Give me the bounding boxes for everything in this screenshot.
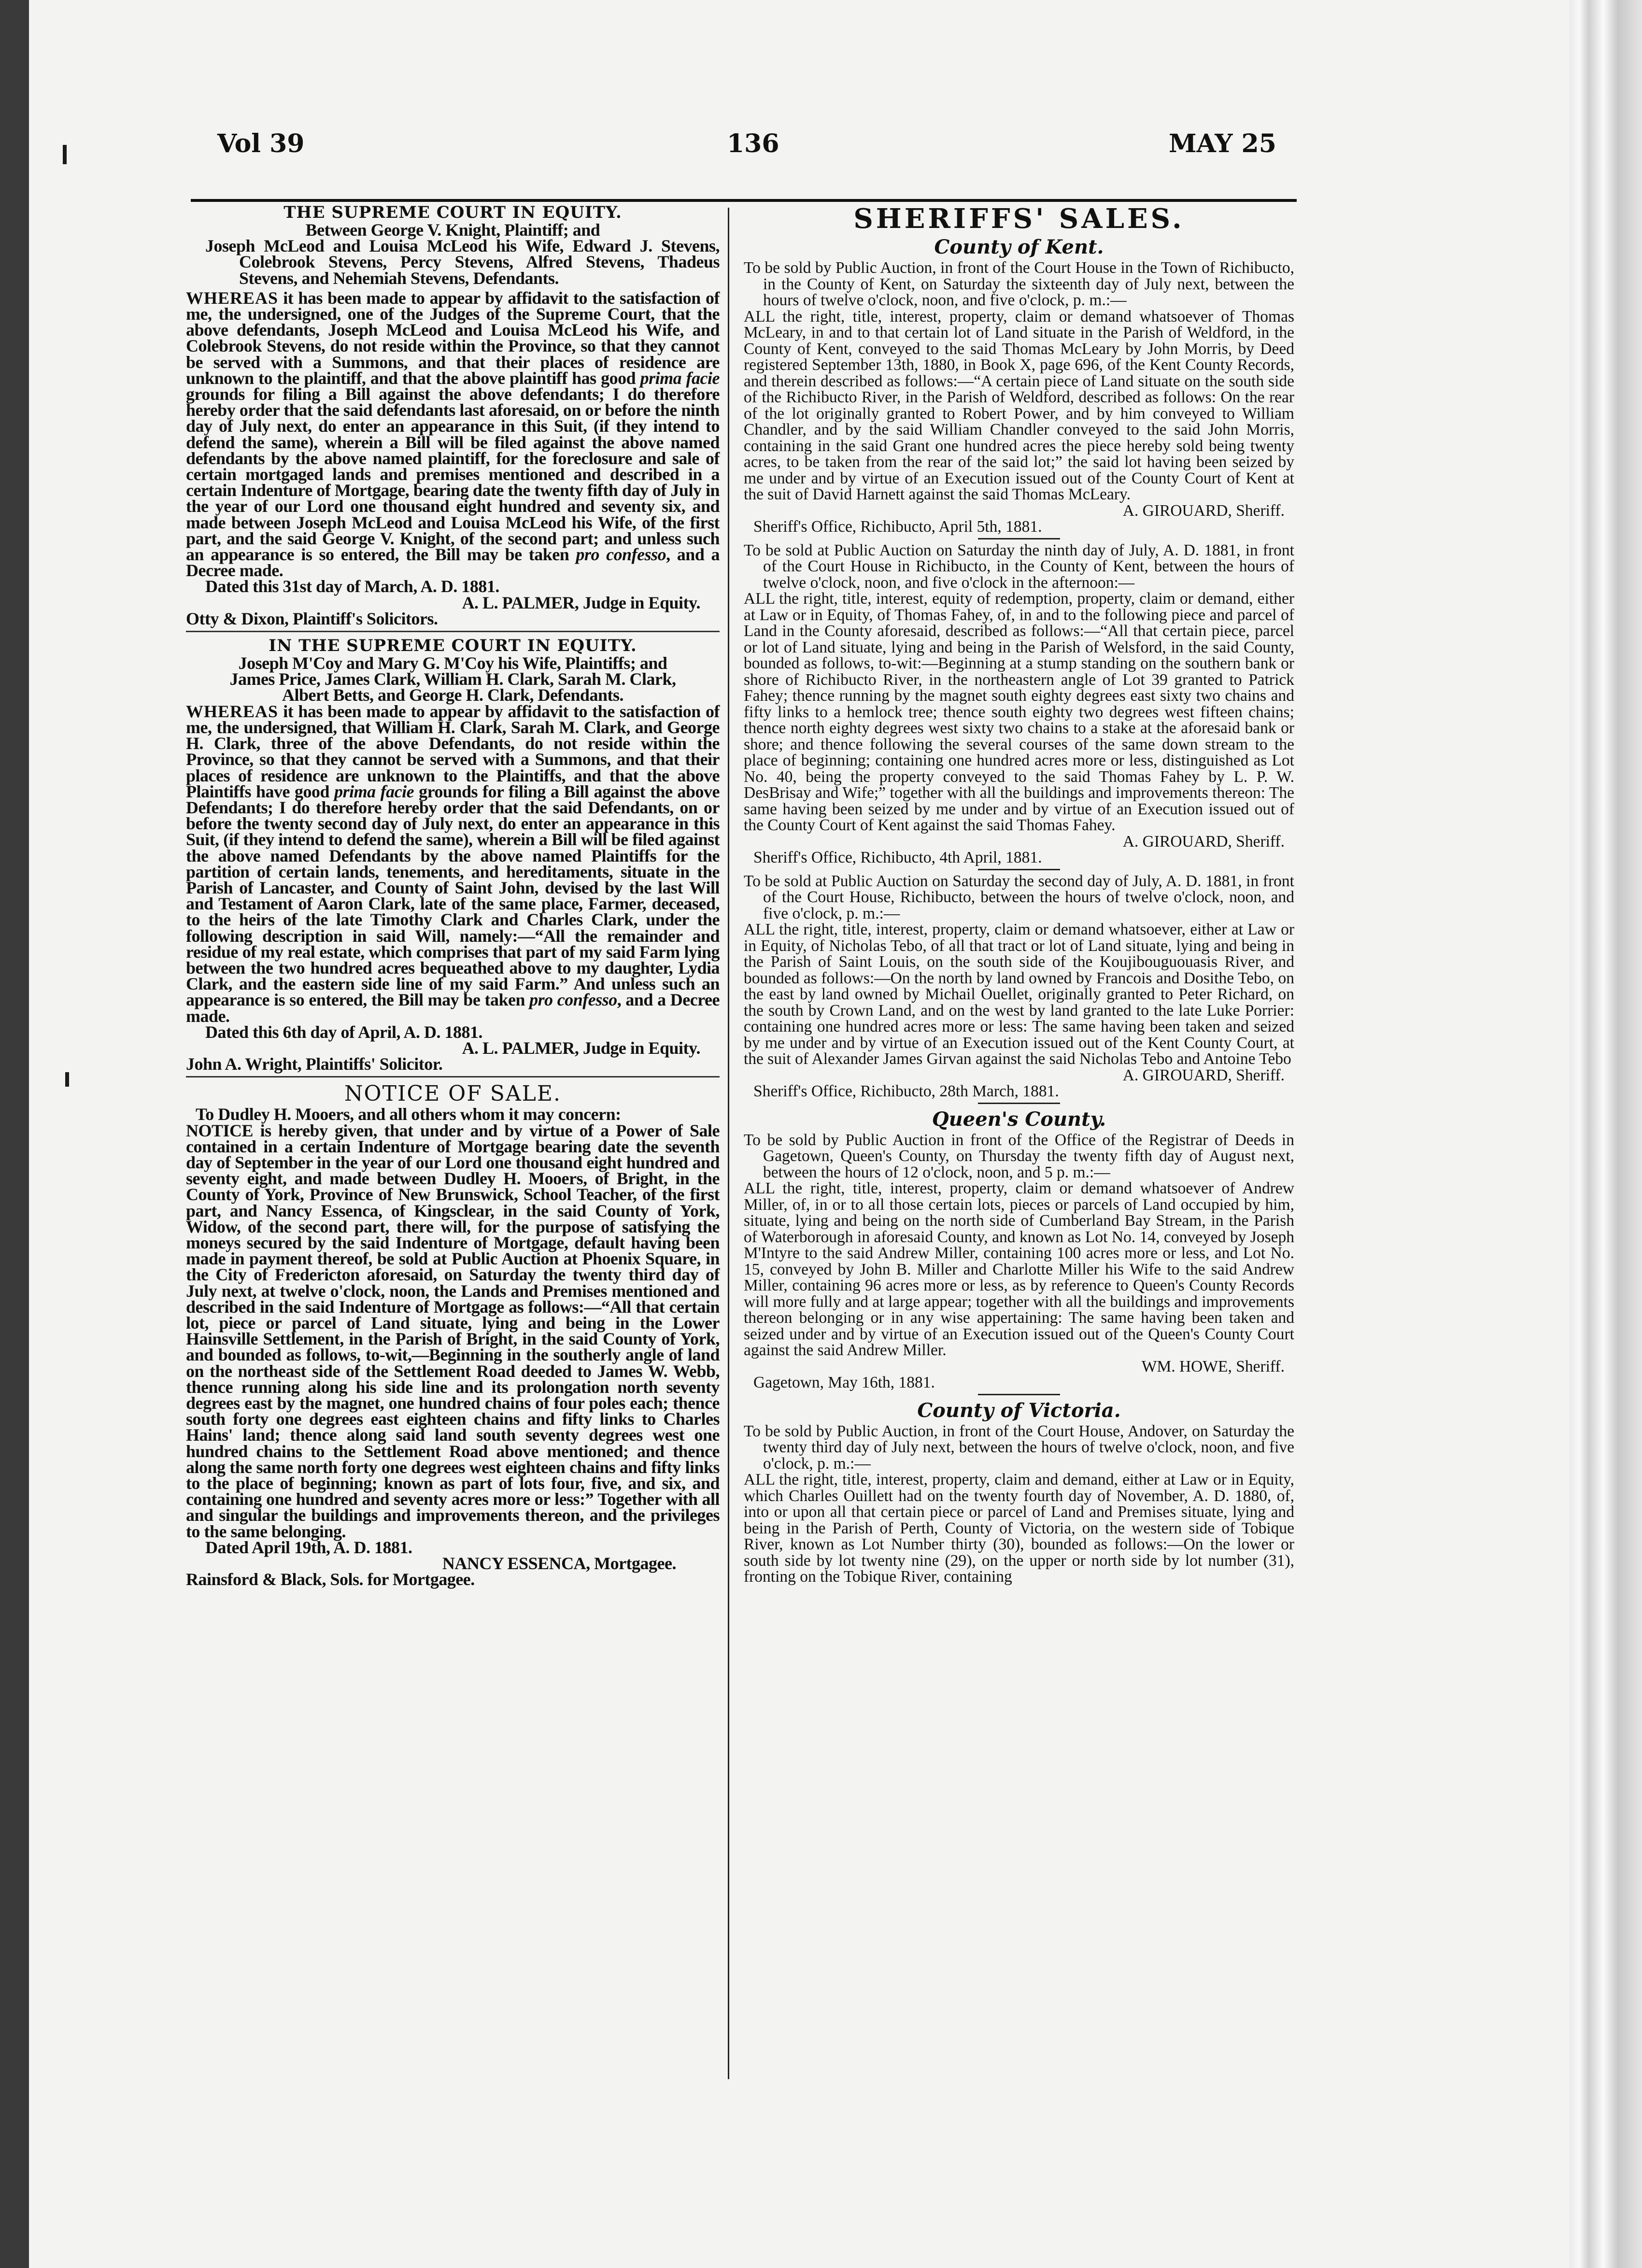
notice-body-text: , and a Decree made.	[186, 990, 720, 1026]
kent-sale-fahey	[744, 542, 1294, 866]
notice-parties: Joseph McLeod and Louisa McLeod his Wife, Edward J. Stevens, Colebrook Stevens, Percy Stevens, Alfred Stevens, Thadeus Stevens, and Nehemiah Stevens, Defendants.	[205, 236, 720, 288]
notice-body-text: grounds for filing a Bill against the above Defendants; I do therefore hereby order that the said Defendants, on or before the twenty second day of July next, do enter an appearance in this Suit, (if they intend to defend the same), wherein a Bill will be filed against the above named Defendants by the above named Plaintiffs for the partition of certain lands, tenements, and hereditaments, situate in the Parish of Lancaster, and County of Saint John, devised by the last Will and Testament of Aaron Clark, late of the same place, Farmer, deceased, to the heirs of the late Timothy Clark and Charles Clark, under the following description in said Will, namely:—“All the remainder and residue of my real estate, which comprises that part of my said Farm lying between the two hundred acres bequeathed above to my daughter, Lydia Clark, and the eastern side line of my said Farm.” And unless such an appearance is so entered, the Bill may be taken	[186, 781, 720, 1010]
notice-addressee: To Dudley H. Mooers, and all others whom it may concern:	[196, 1105, 621, 1124]
notice-date: Dated this 6th day of April, A. D. 1881.	[205, 1022, 483, 1042]
sale-office: Sheriff's Office, Richibucto, April 5th, 1881.	[753, 518, 1042, 536]
notice-body	[186, 701, 720, 1026]
county-heading-queens: Queen's County.	[932, 1107, 1106, 1131]
notice-body-text: , and a Decree made.	[186, 545, 720, 581]
sale-body: ALL the right, title, interest, equity of redemption, property, claim or demand, either at Law or in Equity, of Thomas Fahey, of, in and to the following piece and parcel of Land in the County aforesaid, described as follows:—“All that certain piece, parcel or lot of Land situate, lying and being in the Parish of Welsford, in the said County, bounded as follows, to-wit:—Beginning at a stump standing on the southern bank or shore of Richibucto River, in the northeastern angle of Lot 39 granted to Patrick Fahey; thence running by the magnet south eighty degrees east sixty two chains and fifty links to a hemlock tree; thence south eighty two degrees west fifteen chains; thence north eighty degrees west sixty two chains to a stake at the aforesaid bank or shore; and thence following the several courses of the same down stream to the place of beginning; containing one hundred acres more or less, distinguished as Lot No. 40, being the property conveyed to the said Thomas Fahey by L. P. W. DesBrisay and Wife;” together with all the buildings and improvements thereon: The same having been seized by me under and by virtue of an Execution issued out of the County Court of Kent against the said Thomas Fahey.	[744, 590, 1294, 834]
notice-latin-term: pro confesso	[576, 545, 666, 565]
sale-intro: To be sold by Public Auction, in front of the Court House in the Town of Richibucto, in the County of Kent, on Saturday the sixteenth day of July next, between the hours of twelve o'clock, noon, and five o'clock, p. m.:—	[744, 259, 1294, 309]
sale-signature: WM. HOWE, Sheriff.	[1141, 1357, 1285, 1375]
kent-sale-mcleary	[744, 260, 1294, 535]
equity-notice-mccoy	[186, 636, 720, 1072]
sale-intro: To be sold at Public Auction on Saturday the ninth day of July, A. D. 1881, in front of the Court House in Richibucto, in the County of Kent, between the hours of twelve o'clock, noon, and five o'clock in the afternoon:—	[744, 541, 1294, 592]
notice-solicitors: Otty & Dixon, Plaintiff's Solicitors.	[186, 609, 438, 628]
sale-body: ALL the right, title, interest, property, claim or demand whatsoever of Andrew Miller, of, in or to all those certain lots, pieces or parcels of Land occupied by him, situate, lying and being on the north side of Cumberland Bay Stream, in the Parish of Waterborough in aforesaid County, and known as Lot No. 14, conveyed by Joseph M'Intyre to the said Andrew Miller, containing 100 acres more or less, and Lot No. 15, conveyed by John B. Miller and Charlotte Miller his Wife to the said Andrew Miller, containing 96 acres more or less, as by reference to Queen's County Records will more fully and at large appear; together with all the buildings and improvements thereon belonging or in any wise appertaining: The same having been taken and seized under and by virtue of an Execution issued out of the Queen's County Court against the said Andrew Miller.	[744, 1179, 1294, 1359]
margin-mark	[65, 1072, 69, 1087]
right-column	[744, 203, 1294, 1585]
equity-notice-knight	[186, 203, 720, 627]
volume-label: Vol 39	[217, 129, 305, 158]
notice-body-text: it has been made to appear by affidavit to the satisfaction of me, the undersigned, that William H. Clark, Sarah M. Clark, and George H. Clark, three of the above Defendants, do not reside within the Province, so that they cannot be served with a Summons, and that their places of residence are unknown to the Plaintiffs, and that the above Plaintiffs have good	[186, 701, 720, 801]
divider	[978, 1103, 1060, 1104]
page-number: 136	[727, 129, 779, 158]
notice-date: Dated this 31st day of March, A. D. 1881.	[205, 577, 499, 596]
notice-latin-term: prima facie	[640, 368, 720, 388]
sale-intro: To be sold by Public Auction, in front of the Court House, Andover, on Saturday the twenty third day of July next, between the hours of twelve o'clock, noon, and five o'clock, p. m.:—	[744, 1422, 1294, 1473]
issue-date: MAY 25	[1169, 129, 1276, 158]
divider	[186, 1076, 720, 1077]
notice-body: NOTICE is hereby given, that under and by virtue of a Power of Sale contained in a certain Indenture of Mortgage bearing date the seventh day of September in the year of our Lord one thousand eight hundred and seventy eight, and made between Dudley H. Mooers, of Bright, in the County of York, Province of New Brunswick, School Teacher, of the first part, and Nancy Essenca, of Kingsclear, in the said County of York, Widow, of the second part, there will, for the purpose of satisfying the moneys secured by the said Indenture of Mortgage, default having been made in payment thereof, be sold at Public Auction at Phoenix Square, in the City of Fredericton aforesaid, on Saturday the twenty third day of July next, at twelve o'clock, noon, the Lands and Premises mentioned and described in the said Indenture of Mortgage as follows:—“All that certain lot, piece or parcel of Land situate, lying and being in the Lower Hainsville Settlement, in the Parish of Bright, in the said County of York, and bounded as follows, to-wit,—Beginning in the southerly angle of land on the northeast side of the Settlement Road deeded to James W. Webb, thence running along his side line and its prolongation north seventy degrees east by the magnet, one hundred chains of four poles each; thence south forty one degrees east eighteen chains and fifty links to Charles Hains' land; thence along said land south seventy degrees west one hundred chains to the Settlement Road above mentioned; and thence along the same north forty one degrees west eighteen chains and fifty links to the place of beginning; known as part of lots four, five, and six, and containing one hundred and seventy acres more or less:” Together with all and singular the buildings and improvements thereon, and the privileges to the same belonging.	[186, 1120, 720, 1541]
sale-signature: A. GIROUARD, Sheriff.	[1122, 501, 1285, 520]
sale-office: Sheriff's Office, Richibucto, 4th April, 1881.	[753, 849, 1042, 866]
notice-solicitors: Rainsford & Black, Sols. for Mortgagee.	[186, 1570, 475, 1589]
notice-body-text: it has been made to appear by affidavit to the satisfaction of me, the undersigned, one of the Judges of the Supreme Court, that the above defendants, Joseph McLeod and Louisa McLeod his Wife, and Colebrook Stevens, do not reside within the Province, so that they cannot be served with a Summons, and that their places of residence are unknown to the plaintiff, and that the above plaintiff has good	[186, 288, 720, 388]
notice-of-sale	[186, 1081, 720, 1588]
notice-latin-term: prima facie	[334, 781, 414, 801]
divider	[978, 1394, 1060, 1395]
left-column	[186, 203, 720, 1588]
sheriffs-sales-title: SHERIFFS' SALES.	[853, 203, 1185, 235]
victoria-sale-ouillett	[744, 1423, 1294, 1585]
header-rule	[191, 199, 1297, 202]
notice-parties: James Price, James Clark, William H. Clark, Sarah M. Clark, Albert Betts, and George H. Clark, Defendants.	[229, 669, 676, 705]
scan-left-edge	[0, 0, 29, 2268]
column-rule	[728, 208, 729, 2079]
notice-body	[186, 290, 720, 579]
divider	[186, 631, 720, 632]
sale-office: Gagetown, May 16th, 1881.	[753, 1374, 935, 1391]
scan-right-edge	[1570, 0, 1642, 2268]
sale-signature: A. GIROUARD, Sheriff.	[1122, 1066, 1285, 1084]
notice-signature: NANCY ESSENCA, Mortgagee.	[442, 1554, 676, 1573]
sale-intro: To be sold by Public Auction in front of the Office of the Registrar of Deeds in Gagetown, Queen's County, on Thursday the twenty fifth day of August next, between the hours of 12 o'clock, noon, and 5 p. m.:—	[744, 1131, 1294, 1181]
kent-sale-tebo	[744, 873, 1294, 1100]
sale-body: ALL the right, title, interest, property, claim and demand, either at Law or in Equity, which Charles Ouillett had on the twenty fourth day of November, A. D. 1880, of, into or upon all that certain piece or parcel of Land and Premises situate, lying and being in the Parish of Perth, County of Victoria, on the western side of Tobique River, known as Lot Number thirty (30), bounded as follows:—On the lower or south side by lot twenty nine (29), on the upper or north side by lot number (31), fronting on the Tobique River, containing	[744, 1471, 1294, 1586]
notice-title: NOTICE OF SALE.	[344, 1081, 561, 1106]
sale-body: ALL the right, title, interest, property, claim or demand whatsoever, either at Law or in Equity, of Nicholas Tebo, of all that tract or lot of Land situate, lying and being in the Parish of Saint Louis, on the south side of the Koujibouguouasis River, and bounded as follows:—On the north by land owned by Francois and Dosithe Tebo, on the east by land owned by Michail Ouellet, originally granted to Peter Richard, on the south by Crown Land, and on the west by land granted to the late Luke Porrier: containing one hundred acres more or less: The same having been taken and seized by me under and by virtue of an Execution issued out of the Kent County Court, at the suit of Alexander James Girvan against the said Nicholas Tebo and Antoine Tebo	[744, 921, 1294, 1068]
notice-signature: A. L. PALMER, Judge in Equity.	[462, 593, 700, 612]
margin-mark	[63, 145, 67, 164]
county-heading-kent: County of Kent.	[934, 236, 1104, 258]
notice-parties: Between George V. Knight, Plaintiff; and	[305, 220, 600, 240]
notice-latin-term: pro confesso	[529, 990, 617, 1010]
notice-lead-word: WHEREAS	[186, 701, 279, 721]
sale-intro: To be sold at Public Auction on Saturday the second day of July, A. D. 1881, in front of the Court House, Richibucto, between the hours of twelve o'clock, noon, and five o'clock, p. m.:—	[744, 872, 1294, 922]
sale-office: Sheriff's Office, Richibucto, 28th March, 1881.	[753, 1082, 1059, 1100]
queens-sale-miller	[744, 1132, 1294, 1391]
divider	[978, 538, 1060, 539]
notice-body-text: grounds for filing a Bill against the above defendants; I do therefore hereby order that the said defendants last aforesaid, on or before the ninth day of July next, do enter an appearance in this Suit, (if they intend to defend the same), wherein a Bill will be filed against the above named defendants by the above named plaintiff, for the foreclosure and sale of certain mortgaged lands and premises mentioned and described in a certain Indenture of Mortgage, bearing date the twenty fifth day of July in the year of our Lord one thousand eight hundred and seventy six, and made between Joseph McLeod and Louisa McLeod his Wife, of the first part, and the said George V. Knight, of the second part; and unless such an appearance is so entered, the Bill may be taken	[186, 384, 720, 565]
sale-body: ALL the right, title, interest, property, claim or demand whatsoever of Thomas McLeary, in and to that certain lot of Land situate in the Parish of Weldford, in the County of Kent, conveyed to the said Thomas McLeary by John Morris, by Deed registered September 13th, 1880, in Book X, page 696, of the Kent County Records, and therein described as follows:—“A certain piece of Land situate on the south side of the Richibucto River, in the Parish of Weldford, described as follows: On the rear of the lot originally granted to Robert Power, and by him conveyed to William Chandler, and by the said William Chandler conveyed to the said John Morris, containing in the said Grant one hundred acres the piece hereby sold being twenty acres, to be taken from the rear of the said lot;” the said lot having been seized by me under and by virtue of an Execution issued out of the County Court of Kent at the suit of David Harnett against the said Thomas McLeary.	[744, 307, 1294, 503]
county-heading-victoria: County of Victoria.	[917, 1399, 1121, 1422]
notice-solicitors: John A. Wright, Plaintiffs' Solicitor.	[186, 1054, 443, 1074]
notice-date: Dated April 19th, A. D. 1881.	[205, 1537, 412, 1557]
notice-lead-word: WHEREAS	[186, 288, 279, 308]
notice-title: IN THE SUPREME COURT IN EQUITY.	[269, 636, 637, 656]
divider	[978, 869, 1060, 870]
notice-signature: A. L. PALMER, Judge in Equity.	[462, 1038, 700, 1058]
sale-signature: A. GIROUARD, Sheriff.	[1122, 832, 1285, 850]
notice-parties: Joseph M'Coy and Mary G. M'Coy his Wife, Plaintiffs; and	[238, 653, 667, 673]
notice-title: THE SUPREME COURT IN EQUITY.	[283, 203, 622, 222]
